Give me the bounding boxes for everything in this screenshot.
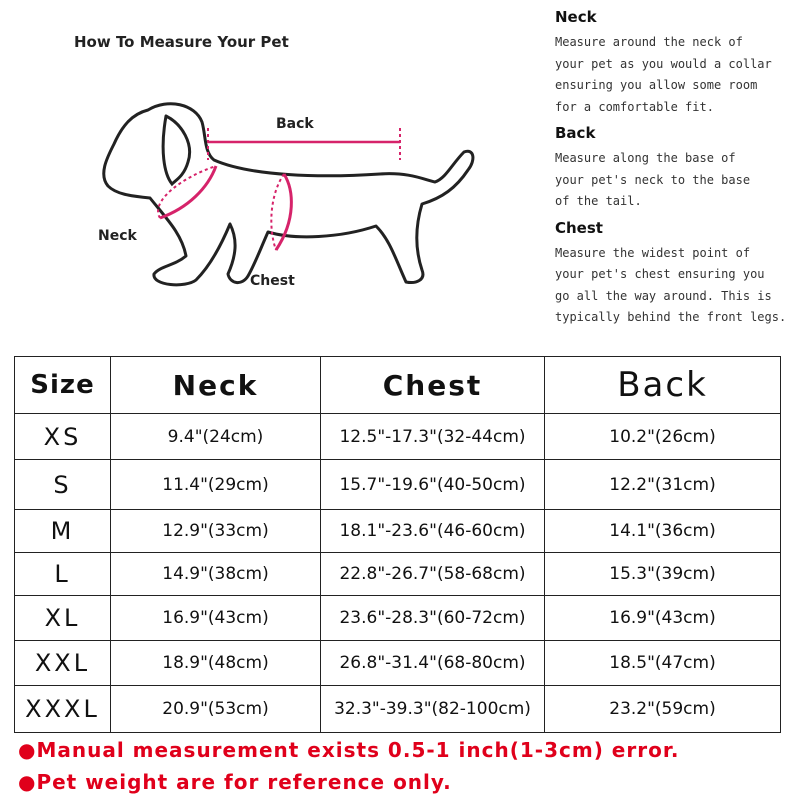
- guide-title: How To Measure Your Pet: [74, 33, 289, 51]
- size-cell: XS: [15, 414, 111, 460]
- header-size: Size: [15, 357, 111, 414]
- neck-cell: 18.9"(48cm): [111, 641, 321, 686]
- chest-cell: 12.5"-17.3"(32-44cm): [321, 414, 545, 460]
- table-row: [15, 553, 781, 596]
- table-row: [15, 510, 781, 553]
- desc-back: [555, 124, 790, 213]
- back-cell: 12.2"(31cm): [545, 460, 781, 510]
- back-cell: 15.3"(39cm): [545, 553, 781, 596]
- note-measurement-error: ●Manual measurement exists 0.5-1 inch(1-3cm) error.: [18, 738, 680, 762]
- back-cell: 16.9"(43cm): [545, 596, 781, 641]
- neck-measure-line: [160, 166, 216, 218]
- desc-chest: [555, 219, 790, 329]
- size-cell: XXL: [15, 641, 111, 686]
- note-weight-reference: ●Pet weight are for reference only.: [18, 770, 452, 794]
- desc-line: Measure along the base of: [555, 151, 736, 165]
- back-cell: 23.2"(59cm): [545, 686, 781, 733]
- table-row: [15, 414, 781, 460]
- chest-cell: 26.8"-31.4"(68-80cm): [321, 641, 545, 686]
- chest-cell: 32.3"-39.3"(82-100cm): [321, 686, 545, 733]
- neck-cell: 20.9"(53cm): [111, 686, 321, 733]
- header-chest: Chest: [321, 357, 545, 414]
- size-chart-table: [14, 356, 781, 733]
- desc-line: your pet's neck to the base: [555, 172, 751, 187]
- desc-neck: [555, 8, 790, 118]
- size-cell: XXXL: [15, 686, 111, 733]
- neck-label: Neck: [98, 228, 137, 244]
- chest-label: Chest: [250, 273, 295, 289]
- chest-cell: 23.6"-28.3"(60-72cm): [321, 596, 545, 641]
- desc-heading: Back: [555, 124, 596, 142]
- header-back: Back: [545, 357, 781, 414]
- desc-line: your pet's chest ensuring you: [555, 267, 765, 281]
- desc-line: typically behind the front legs.: [555, 310, 787, 324]
- size-cell: XL: [15, 596, 111, 641]
- dog-ear: [163, 116, 189, 184]
- back-cell: 14.1"(36cm): [545, 510, 781, 553]
- measurement-descriptions: [555, 8, 790, 335]
- chest-cell: 18.1"-23.6"(46-60cm): [321, 510, 545, 553]
- notes: [18, 734, 798, 798]
- desc-heading: Neck: [555, 8, 597, 26]
- chest-cell: 22.8"-26.7"(58-68cm): [321, 553, 545, 596]
- back-cell: 18.5"(47cm): [545, 641, 781, 686]
- chest-cell: 15.7"-19.6"(40-50cm): [321, 460, 545, 510]
- table-row: [15, 641, 781, 686]
- neck-cell: 16.9"(43cm): [111, 596, 321, 641]
- table-row: [15, 460, 781, 510]
- table-header-row: [15, 357, 781, 414]
- table-row: [15, 596, 781, 641]
- neck-cell: 11.4"(29cm): [111, 460, 321, 510]
- size-cell: L: [15, 553, 111, 596]
- desc-heading: Chest: [555, 218, 603, 237]
- desc-line: Measure around the neck of: [555, 35, 743, 49]
- size-cell: M: [15, 510, 111, 553]
- back-cell: 10.2"(26cm): [545, 414, 781, 460]
- neck-cell: 9.4"(24cm): [111, 414, 321, 460]
- desc-line: of the tail.: [555, 194, 642, 208]
- header-neck: Neck: [111, 357, 321, 414]
- desc-line: for a comfortable fit.: [555, 99, 714, 114]
- desc-line: your pet as you would a collar: [555, 56, 772, 71]
- table-row: [15, 686, 781, 733]
- neck-cell: 14.9"(38cm): [111, 553, 321, 596]
- neck-cell: 12.9"(33cm): [111, 510, 321, 553]
- desc-line: ensuring you allow some room: [555, 78, 758, 92]
- desc-line: go all the way around. This is: [555, 288, 772, 303]
- desc-line: Measure the widest point of: [555, 245, 751, 260]
- size-cell: S: [15, 460, 111, 510]
- back-label: Back: [276, 116, 314, 132]
